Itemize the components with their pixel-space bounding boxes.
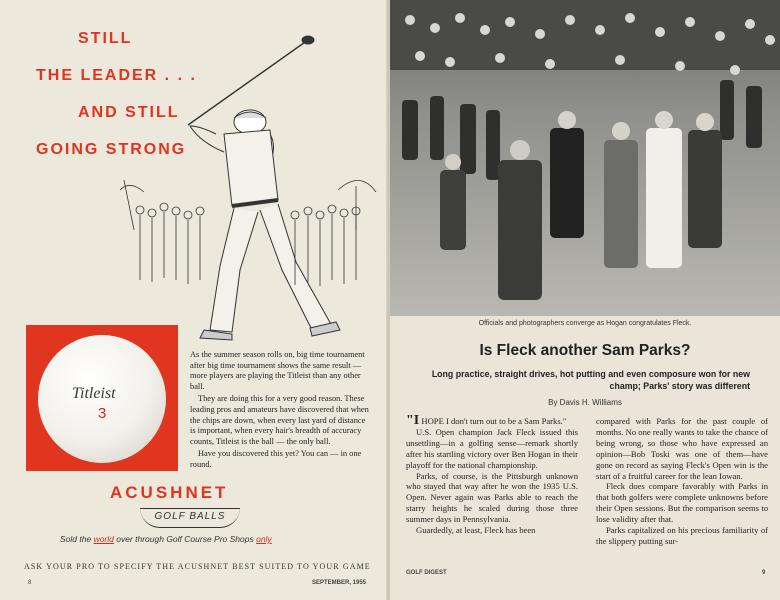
headline-line-4: GOING STRONG xyxy=(36,141,187,158)
lead-text: HOPE I don't turn out to be a Sam Parks." xyxy=(421,416,567,426)
golf-crowd-photo xyxy=(390,0,780,316)
article-lead-paragraph xyxy=(406,413,578,428)
ball-brand-logo: Titleist xyxy=(72,385,116,402)
article-paragraph: Fleck does compare favorably with Parks in that both golfers were complete unknowns before their Open sessions. But the comparison seems to lose validity after that. xyxy=(596,481,768,525)
headline-line-3: AND STILL xyxy=(78,104,180,121)
article-paragraph: Parks, of course, is the Pittsburgh unknown who stayed that way after he won the 1935 U.S. Open. Never again was Parks able to reach the starry heights he scaled during those three summer days in Pennsylvania. xyxy=(406,470,578,525)
article-paragraph: U.S. Open champion Jack Fleck issued this unsettling—in a golfing sense—remark shortly after his startling victory over Ben Hogan in their playoff for the national championship. xyxy=(406,426,578,470)
sold-text-only: only xyxy=(256,534,272,544)
article-paragraph: Guardedly, at least, Fleck has been xyxy=(416,525,536,536)
ad-paragraph-2: They are doing this for a very good reason. These leading pros and amateurs have discovered that when the chips are down, when every last yard of distance is important, when every hair's breadth of accuracy counts, Titleist is the ball — the only ball. xyxy=(190,394,369,446)
ball-number: 3 xyxy=(98,405,107,422)
article-deck: Long practice, straight drives, hot putting and even composure won for new champ; Parks' story was different xyxy=(431,369,750,391)
headline-line-1: STILL xyxy=(78,30,133,47)
left-page-number: 8 xyxy=(28,580,32,586)
article-paragraph: Parks capitalized on his precious familiarity of the slippery putting sur- xyxy=(596,525,768,546)
sold-tagline xyxy=(60,534,272,544)
titleist-ball-image xyxy=(38,335,166,463)
sold-text-world: world xyxy=(93,534,114,544)
ask-pro-footer: ASK YOUR PRO TO SPECIFY THE ACUSHNET BEST SUITED TO YOUR GAME xyxy=(24,562,371,571)
article-column-2 xyxy=(596,416,768,547)
advertisement-page xyxy=(0,0,388,600)
golf-ball-panel xyxy=(26,325,178,471)
ad-paragraph-1: As the summer season rolls on, big time tournament after big time tournament shows the same result — more players are playing the Titleist than any other ball. xyxy=(190,350,365,391)
right-page-number: 9 xyxy=(762,570,766,576)
sold-text-1: Sold the xyxy=(60,534,94,544)
golf-balls-logo: GOLF BALLS xyxy=(140,508,240,528)
ad-body-copy xyxy=(190,350,372,473)
acushnet-logo: ACUSHNET xyxy=(110,483,229,502)
magazine-name: GOLF DIGEST xyxy=(406,570,447,576)
article-page xyxy=(390,0,780,600)
issue-date: SEPTEMBER, 1955 xyxy=(312,580,367,586)
photo-caption: Officials and photographers converge as Hogan congratulates Fleck. xyxy=(478,320,692,327)
article-paragraph: compared with Parks for the past couple of months. No one really wants to take the chance of being wrong, so those who have expressed an opinion—Bob Toski was one of them—have gone on record as saying Fleck's Open win is the start of a fruitful career for the lean Iowan. xyxy=(596,416,768,481)
headline-line-2: THE LEADER . . . xyxy=(36,67,197,84)
article-title: Is Fleck another Sam Parks? xyxy=(479,342,691,359)
drop-cap-quote: "I xyxy=(406,413,420,428)
article-column-1 xyxy=(406,413,578,536)
ad-paragraph-3: Have you discovered this yet? You can — in one round. xyxy=(190,449,362,469)
golfer-sketch-illustration xyxy=(120,30,380,350)
article-byline: By Davis H. Williams xyxy=(548,398,622,407)
sold-text-2: over through Golf Course Pro Shops xyxy=(113,534,257,544)
